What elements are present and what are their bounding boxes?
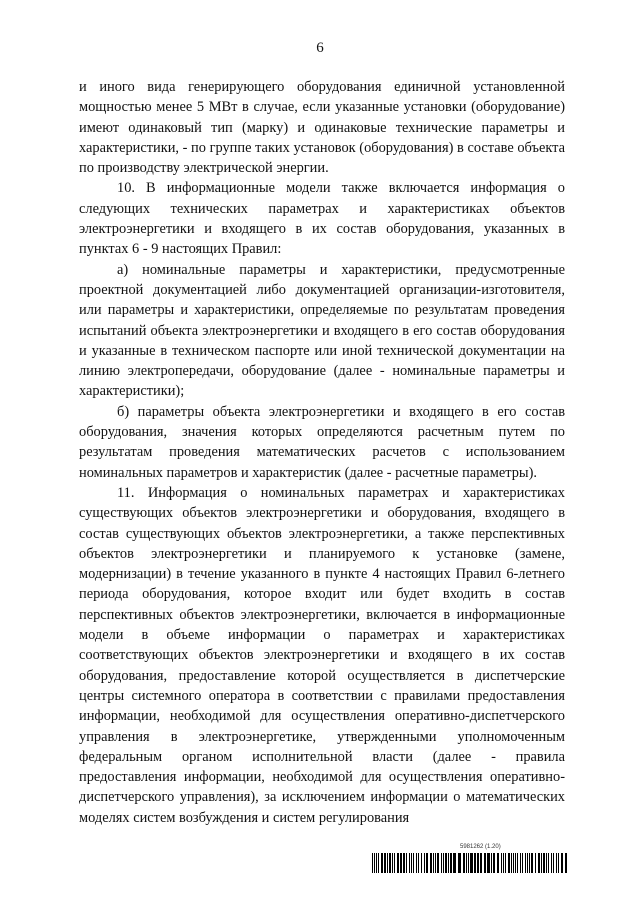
document-code: 5981262 (1.20) [460,844,501,850]
barcode-bar [535,853,536,873]
barcode-bar [487,853,490,873]
paragraph-continuation: и иного вида генерирующего оборудования единичной установленной мощностью менее 5 МВт в случае, если указанные установки (оборудование) имеют одинаковый тип (марку) и одинаковые технические параметры и характеристики, - по группе таких установок (оборудования) в составе объекта по производству электрической энергии. [79,79,565,177]
paragraph-item-10: 10. В информационные модели также включается информация о следующих технических параметрах и характеристиках объектов электроэнергетики и входящего в их состав оборудования, указанных в пунктах 6 - 9 настоящих Правил: [79,180,565,258]
barcode-bar [389,853,391,873]
barcode-bar [458,853,461,873]
barcode-bar [474,853,476,873]
paragraph-subitem-a: а) номинальные параметры и характеристики, предусмотренные проектной документацией либо документацией организации-изготовителя, или параметры и характеристики, определяемые по результатам проведения испытаний объекта электроэнергетики и входящего в его состав оборудования и указанные в техническом паспорте или иной технической документации на линию электропередачи, оборудование (далее - номинальные параметры и характеристики); [79,261,565,400]
paragraph-item-11: 11. Информация о номинальных параметрах и характеристиках существующих объектов электроэнергетики и оборудования, входящего в состав существующих объектов электроэнергетики, а также перспективных объектов электроэнергетики и планируемого к установке (замене, модернизации) в течение указанного в пункте 4 настоящих Правил 6-летнего периода оборудования, которое входит или будет входить в состав перспективных объектов электроэнергетики, включается в информационные модели в объеме информации о параметрах и характеристиках соответствующих объектов электроэнергетики и входящего в их состав оборудования, предоставление которой осуществляется в диспетчерские центры системного оператора в соответствии с правилами предоставления информации, необходимой для осуществления оперативно-диспетчерского управления в электроэнергетике, утвержденными уполномоченным федеральным органом исполнительной власти (далее - правила предоставления информации, необходимой для осуществления оперативно-диспетчерского управления), за исключением информации о математических моделях систем возбуждения и систем регулирования [79,484,565,826]
barcode-bar [424,853,425,873]
barcode-bar [437,853,439,873]
barcode-bar [558,853,559,873]
barcode-bar [561,853,563,873]
barcode-bar [511,853,512,873]
paragraph-subitem-b: б) параметры объекта электроэнергетики и входящего в его состав оборудования, значения которых определяются расчетным путем по результатам проведения математических расчетов с использованием номинальных параметров и характеристик (далее - расчетные параметры). [79,403,565,481]
barcode-bar [443,853,444,873]
barcode-bar [411,853,412,873]
barcode-bar [520,853,521,873]
barcode-bar [418,853,419,873]
barcode-image [372,853,568,873]
barcode-bar [376,853,377,873]
barcode-bar [565,853,567,873]
barcode-bar [463,853,465,873]
barcode-bar [503,853,504,873]
barcode-bar [551,853,552,873]
barcode-bar [477,853,479,873]
barcode-bar [501,853,502,873]
barcode-bar [529,853,530,873]
page-number: 6 [316,40,324,56]
barcode-bar [556,853,557,873]
document-body [79,77,565,828]
barcode-bar [448,853,449,873]
barcode-bar [468,853,469,873]
barcode-bar [441,853,442,873]
barcode-bar [413,853,414,873]
barcode-bar [484,853,486,873]
barcode-bar [508,853,510,873]
barcode-bar [374,853,375,873]
barcode-bar [387,853,388,873]
barcode-bar [538,853,540,873]
barcode-bar [541,853,542,873]
barcode-bar [406,853,407,873]
barcode-bar [515,853,516,873]
barcode-bar [513,853,514,873]
barcode-bar [409,853,410,873]
barcode-bar [470,853,473,873]
barcode-bar [531,853,533,873]
barcode-bar [491,853,492,873]
barcode-bar [381,853,383,873]
barcode-bar [553,853,554,873]
barcode-bar [497,853,499,873]
barcode-bar [435,853,436,873]
barcode-bar [525,853,526,873]
barcode-bar [480,853,482,873]
barcode-bar [543,853,545,873]
barcode-bar [403,853,405,873]
barcode-bar [493,853,495,873]
barcode-bar [384,853,386,873]
barcode-bar [421,853,422,873]
barcode-bar [445,853,447,873]
barcode-bar [433,853,434,873]
barcode-bar [426,853,428,873]
barcode-bar [392,853,393,873]
barcode-bar [416,853,417,873]
barcode-bar [527,853,528,873]
barcode-bar [517,853,518,873]
barcode-bar [505,853,506,873]
barcode-bar [372,853,373,873]
barcode-bar [450,853,452,873]
barcode-bar [466,853,467,873]
barcode-bar [430,853,432,873]
barcode-bar [548,853,549,873]
barcode-bar [453,853,456,873]
barcode-bar [394,853,395,873]
barcode-bar [546,853,547,873]
barcode-bar [522,853,523,873]
barcode-bar [397,853,399,873]
barcode-bar [400,853,402,873]
barcode-bar [378,853,379,873]
